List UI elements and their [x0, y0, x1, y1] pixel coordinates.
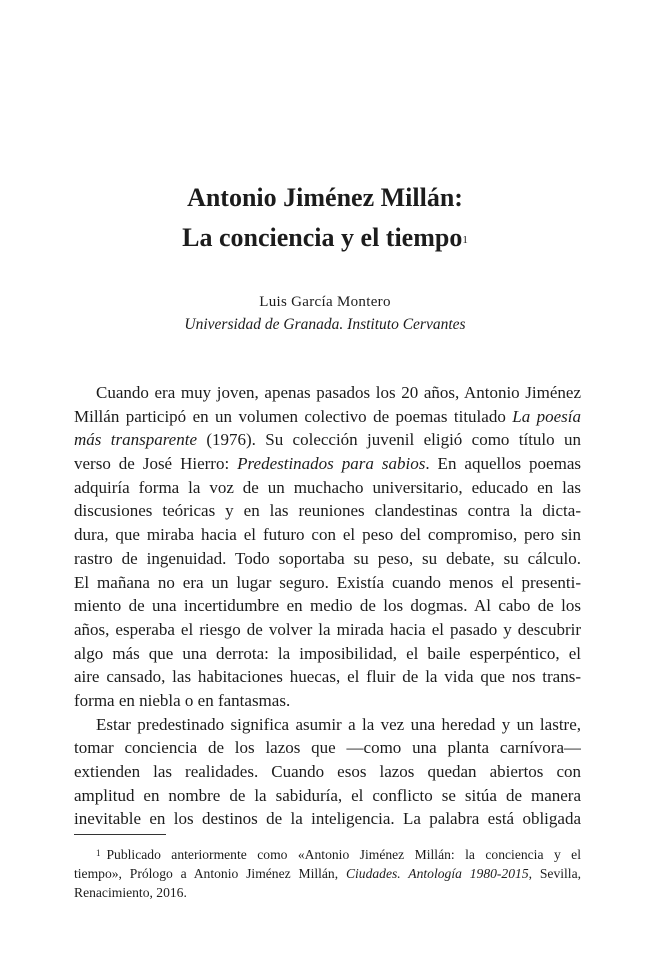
- body-line: Millán participó en un volumen colectivo de poemas titulado La poesía: [74, 406, 581, 426]
- italic-title: Ciudades. Antología 1980-2015: [345, 866, 529, 881]
- body-line: tomar conciencia de los lazos que —como una planta carnívora—: [74, 738, 581, 758]
- body-text: [74, 381, 581, 831]
- body-line: años, esperaba el riesgo de volver la mirada hacia el pasado y descubrir: [74, 619, 581, 639]
- body-line: forma en niebla o en fantasmas.: [74, 690, 291, 710]
- body-line: amplitud en nombre de la sabiduría, el conflicto se sitúa de manera: [74, 785, 581, 805]
- author-name: Luis García Montero: [259, 294, 391, 310]
- italic-title: más transparente: [74, 430, 197, 450]
- title-line-2-text: La conciencia y el tiempo: [182, 223, 463, 252]
- body-line: rastro de ingenuidad. Todo soportaba su peso, su debate, su cálculo.: [74, 548, 581, 568]
- body-line: aire cansado, las habitaciones huecas, el fluir de la vida que nos trans-: [74, 667, 581, 687]
- italic-title: La poesía: [512, 406, 581, 426]
- footnote-separator: [74, 834, 166, 835]
- body-line: extienden las realidades. Cuando esos lazos quedan abiertos con: [74, 762, 581, 781]
- body-line: adquiría forma la voz de un muchacho universitario, educado en las: [74, 477, 581, 497]
- footnote-line: $^1$ Publicado anteriormente como «Antonio Jiménez Millán: la conciencia y el: [96, 847, 581, 862]
- author-affiliation: Universidad de Granada. Instituto Cervantes: [184, 316, 466, 333]
- body-line: inevitable en los destinos de la inteligencia. La palabra está obligada: [74, 809, 581, 829]
- title-footnote-mark[interactable]: 1: [462, 234, 468, 246]
- body-line: Cuando era muy joven, apenas pasados los 20 años, Antonio Jiménez: [96, 383, 581, 402]
- title-line-1: [0, 181, 650, 215]
- body-line: más transparente (1976). Su colección juvenil eligió como título un: [74, 430, 581, 450]
- title-line-2: [0, 221, 650, 255]
- footnote-mark: 1: [96, 848, 101, 858]
- body-line: algo más que una derrota: la imposibilidad, el baile esperpéntico, el: [74, 643, 581, 663]
- title-line-1-text: Antonio Jiménez Millán:: [187, 183, 463, 212]
- footnote-line: tiempo», Prólogo a Antonio Jiménez Millán, Ciudades. Antología 1980-2015, Sevilla,: [74, 866, 581, 881]
- body-line: verso de José Hierro: Predestinados para sabios. En aquellos poemas: [74, 454, 581, 474]
- italic-title: Predestinados para sabios: [237, 454, 426, 474]
- body-line: discusiones teóricas y en las reuniones clandestinas contra la dicta-: [74, 501, 581, 521]
- footnote-line: Renacimiento, 2016.: [74, 885, 187, 900]
- body-line: Estar predestinado significa asumir a la vez una heredad y un lastre,: [96, 714, 581, 734]
- footnote: [74, 845, 581, 902]
- body-line: miento de una incertidumbre en medio de los dogmas. Al cabo de los: [74, 596, 581, 616]
- body-line: El mañana no era un lugar seguro. Existía cuando menos el presenti-: [74, 572, 581, 592]
- body-line: dura, que miraba hacia el futuro con el peso del compromiso, pero sin: [74, 525, 581, 545]
